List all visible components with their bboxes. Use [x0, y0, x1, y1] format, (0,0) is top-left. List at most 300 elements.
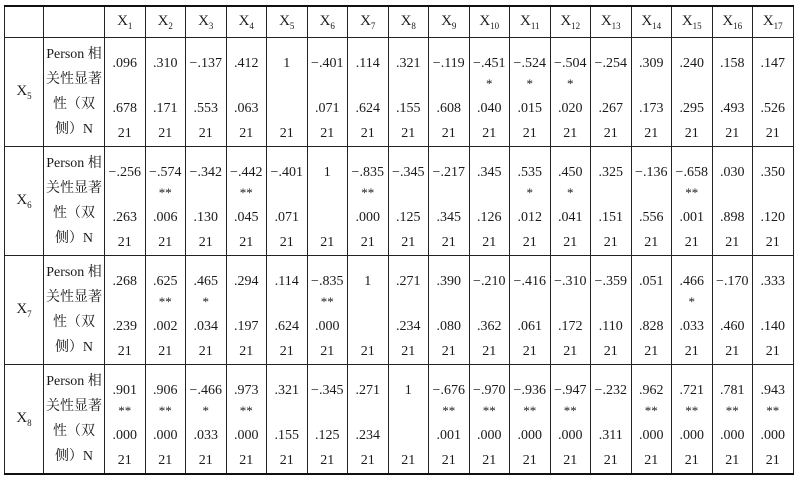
data-cell: [388, 256, 429, 365]
data-cell: [712, 147, 753, 256]
correlation-value: −.401: [270, 165, 303, 180]
data-cell: [591, 38, 632, 147]
data-cell: [226, 256, 267, 365]
column-header-subscript: 15: [692, 21, 702, 31]
data-cell: [388, 147, 429, 256]
significance-marker: [308, 76, 348, 96]
data-cell: [672, 38, 713, 147]
p-value: .000: [112, 428, 137, 443]
sample-size: 21: [117, 453, 132, 468]
p-value: .000: [639, 428, 664, 443]
sample-size: 21: [765, 344, 780, 359]
data-cell: [226, 38, 267, 147]
correlation-value: .901: [112, 383, 137, 398]
data-cell: [267, 365, 308, 475]
significance-marker: [105, 76, 145, 96]
row-variable-label: [5, 256, 44, 365]
significance-marker: [632, 76, 672, 96]
significance-marker: **: [644, 403, 658, 418]
data-cell: [307, 147, 348, 256]
data-cell: [672, 365, 713, 475]
column-header-base: X: [479, 13, 491, 29]
sample-size: 21: [644, 453, 659, 468]
significance-marker: [713, 294, 753, 314]
correlation-value: .114: [355, 56, 380, 71]
column-header-subscript: 6: [330, 21, 335, 31]
sample-size: 21: [644, 344, 659, 359]
data-cell: [226, 147, 267, 256]
data-cell: [712, 38, 753, 147]
data-cell: [510, 147, 551, 256]
data-cell: [186, 38, 227, 147]
p-value: .553: [193, 101, 218, 116]
correlation-value: −.170: [716, 274, 749, 289]
correlation-value: −.119: [432, 56, 465, 71]
p-value: .012: [517, 210, 542, 225]
correlation-value: −.401: [311, 56, 344, 71]
table-row: [5, 365, 794, 475]
data-cell: [753, 365, 794, 475]
data-cell: [348, 365, 389, 475]
significance-marker: [267, 294, 307, 314]
significance-marker: [591, 403, 631, 423]
p-value: .125: [396, 210, 421, 225]
p-value: [348, 314, 388, 339]
stat-label-line: 侧）N: [54, 340, 94, 355]
sample-size: 21: [360, 126, 375, 141]
correlation-value: −.658: [675, 165, 708, 180]
data-cell: [105, 256, 146, 365]
correlation-value: −.442: [230, 165, 263, 180]
p-value: .172: [558, 319, 583, 334]
row-stat-label: [44, 256, 105, 365]
column-header-base: X: [198, 13, 209, 29]
significance-marker: **: [320, 294, 334, 309]
correlation-value: .450: [558, 165, 583, 180]
column-header: [348, 6, 389, 38]
correlation-value: .350: [760, 165, 785, 180]
correlation-value: .321: [274, 383, 299, 398]
data-cell: [753, 38, 794, 147]
correlation-value: −.524: [513, 56, 546, 71]
sample-size: 21: [725, 126, 740, 141]
column-header-base: X: [441, 13, 452, 29]
column-header-base: X: [641, 13, 653, 29]
row-variable-label: [5, 38, 44, 147]
data-cell: [672, 147, 713, 256]
data-cell: [550, 256, 591, 365]
p-value: .006: [153, 210, 178, 225]
stat-label-line: Person 相: [46, 374, 102, 389]
column-header-subscript: 7: [370, 21, 376, 31]
column-header-subscript: 16: [733, 21, 743, 31]
column-header-subscript: 17: [773, 21, 783, 31]
p-value: .295: [679, 101, 704, 116]
significance-marker: *: [202, 294, 209, 309]
data-cell: [510, 38, 551, 147]
column-header: [510, 6, 551, 38]
significance-marker: [348, 403, 388, 423]
column-header: [469, 6, 510, 38]
significance-marker: [267, 185, 307, 205]
p-value: .071: [315, 101, 340, 116]
p-value: .001: [679, 210, 704, 225]
significance-marker: [267, 76, 307, 96]
column-header: [429, 6, 470, 38]
data-cell: [145, 38, 186, 147]
p-value: .155: [274, 428, 299, 443]
correlation-value: .294: [234, 274, 259, 289]
p-value: .000: [153, 428, 178, 443]
correlation-value: .271: [355, 383, 380, 398]
significance-marker: [227, 294, 267, 314]
significance-marker: *: [567, 76, 574, 91]
correlation-value: −.451: [473, 56, 506, 71]
sample-size: 21: [765, 126, 780, 141]
correlation-value: 1: [323, 165, 331, 180]
data-cell: [469, 147, 510, 256]
data-cell: [429, 256, 470, 365]
significance-marker: [267, 403, 307, 423]
p-value: .362: [477, 319, 502, 334]
significance-marker: **: [442, 403, 456, 418]
significance-marker: [753, 294, 793, 314]
sample-size: 21: [441, 235, 456, 250]
data-cell: [550, 38, 591, 147]
column-header-subscript: 5: [289, 21, 295, 31]
correlation-value: −.359: [594, 274, 627, 289]
significance-marker: **: [239, 403, 253, 418]
sample-size: 21: [765, 235, 780, 250]
sample-size: 21: [360, 453, 375, 468]
correlation-value: −.676: [432, 383, 465, 398]
sample-size: 21: [320, 126, 335, 141]
column-header: [307, 6, 348, 38]
significance-marker: **: [523, 403, 537, 418]
p-value: .311: [598, 428, 623, 443]
significance-marker: *: [526, 76, 533, 91]
significance-marker: **: [239, 185, 253, 200]
sample-size: 21: [401, 235, 416, 250]
stat-label-line: 关性显著: [46, 181, 102, 196]
significance-marker: **: [158, 403, 172, 418]
significance-marker: [591, 185, 631, 205]
column-header-base: X: [279, 13, 290, 29]
p-value: .063: [234, 101, 259, 116]
significance-marker: [753, 185, 793, 205]
column-header-base: X: [117, 13, 128, 29]
data-cell: [388, 365, 429, 475]
sample-size: 21: [603, 126, 618, 141]
stat-label-line: 侧）N: [54, 449, 94, 464]
correlation-value: .333: [760, 274, 785, 289]
stat-label-line: 性（双: [53, 315, 95, 330]
column-header: [145, 6, 186, 38]
correlation-value: 1: [364, 274, 372, 289]
correlation-value: .390: [436, 274, 461, 289]
p-value: .061: [517, 319, 542, 334]
correlation-value: .412: [234, 56, 259, 71]
data-cell: [307, 365, 348, 475]
sample-size: 21: [117, 126, 132, 141]
table-body: [5, 38, 794, 475]
row-variable-base: X: [16, 410, 28, 426]
column-header: [550, 6, 591, 38]
row-variable-base: X: [16, 192, 28, 208]
correlation-value: 1: [404, 383, 412, 398]
significance-marker: [591, 294, 631, 314]
stat-label-line: 关性显著: [46, 290, 102, 305]
p-value: .263: [112, 210, 137, 225]
correlation-value: .973: [234, 383, 259, 398]
correlation-value: −.342: [189, 165, 222, 180]
sample-size: 21: [158, 126, 173, 141]
p-value: .001: [436, 428, 461, 443]
significance-marker: [389, 76, 429, 96]
p-value: .267: [598, 101, 623, 116]
correlation-value: .030: [720, 165, 745, 180]
p-value: .140: [760, 319, 785, 334]
sample-size: 21: [684, 235, 699, 250]
column-header: [267, 6, 308, 38]
significance-marker: [672, 76, 712, 96]
sample-size: 21: [684, 344, 699, 359]
data-cell: [510, 256, 551, 365]
p-value: .110: [598, 319, 623, 334]
correlation-value: .962: [639, 383, 664, 398]
significance-marker: **: [685, 403, 699, 418]
p-value: .460: [720, 319, 745, 334]
column-header-subscript: 1: [127, 21, 133, 31]
column-header-subscript: 14: [652, 21, 662, 31]
correlation-value: .781: [720, 383, 745, 398]
sample-size: 21: [684, 126, 699, 141]
correlation-value: .096: [112, 56, 137, 71]
correlation-value: −.416: [513, 274, 546, 289]
column-header: [388, 6, 429, 38]
correlation-value: .943: [760, 383, 785, 398]
row-stat-label: [44, 38, 105, 147]
column-header-base: X: [762, 13, 774, 29]
column-header: [226, 6, 267, 38]
p-value: .000: [679, 428, 704, 443]
significance-marker: [429, 76, 469, 96]
correlation-value: .147: [760, 56, 785, 71]
significance-marker: *: [486, 76, 493, 91]
row-variable-subscript: 6: [27, 200, 32, 210]
sample-size: 21: [279, 235, 294, 250]
sample-size: 21: [563, 126, 578, 141]
significance-marker: [348, 294, 388, 314]
stat-label-line: Person 相: [46, 47, 102, 62]
p-value: .556: [639, 210, 664, 225]
column-header-base: X: [319, 13, 331, 29]
sample-size: 21: [482, 453, 497, 468]
data-cell: [591, 365, 632, 475]
sample-size: 21: [725, 453, 740, 468]
data-cell: [307, 256, 348, 365]
row-variable-subscript: 5: [27, 91, 32, 101]
correlation-value: −.217: [432, 165, 465, 180]
significance-marker: [713, 185, 753, 205]
p-value: .234: [355, 428, 380, 443]
p-value: .000: [234, 428, 259, 443]
p-value: .033: [679, 319, 704, 334]
sample-size: 21: [279, 344, 294, 359]
column-header: [672, 6, 713, 38]
p-value: .002: [153, 319, 178, 334]
p-value: .040: [477, 101, 502, 116]
p-value: .130: [193, 210, 218, 225]
data-cell: [186, 365, 227, 475]
column-header: [591, 6, 632, 38]
column-header-subscript: 13: [611, 21, 621, 31]
significance-marker: [429, 185, 469, 205]
sample-size: 21: [563, 344, 578, 359]
p-value: .000: [760, 428, 785, 443]
column-header-subscript: 10: [490, 21, 500, 31]
stat-label-line: 侧）N: [54, 122, 94, 137]
data-cell: [753, 256, 794, 365]
significance-marker: [632, 185, 672, 205]
p-value: .898: [720, 210, 745, 225]
sample-size: 21: [563, 235, 578, 250]
p-value: .000: [558, 428, 583, 443]
column-header-base: X: [722, 13, 734, 29]
correlation-value: .321: [396, 56, 421, 71]
sample-size: 21: [765, 453, 780, 468]
correlation-value: −.466: [189, 383, 222, 398]
sample-size: 21: [320, 453, 335, 468]
p-value: .239: [112, 319, 137, 334]
data-cell: [672, 256, 713, 365]
p-value: [267, 96, 307, 121]
correlation-value: 1: [283, 56, 291, 71]
sample-size: 21: [198, 126, 213, 141]
significance-marker: [348, 76, 388, 96]
header-row: [5, 6, 794, 38]
data-cell: [631, 256, 672, 365]
p-value: .345: [436, 210, 461, 225]
data-cell: [226, 365, 267, 475]
correlation-value: .309: [639, 56, 664, 71]
correlation-value: −.970: [473, 383, 506, 398]
correlation-value: .625: [153, 274, 178, 289]
column-header-base: X: [560, 13, 572, 29]
correlation-value: .721: [679, 383, 704, 398]
significance-marker: [389, 185, 429, 205]
data-cell: [510, 365, 551, 475]
p-value: .151: [598, 210, 623, 225]
data-cell: [145, 147, 186, 256]
significance-marker: *: [567, 185, 574, 200]
p-value: .045: [234, 210, 259, 225]
stat-label-line: Person 相: [46, 265, 102, 280]
p-value: .041: [558, 210, 583, 225]
data-cell: [267, 147, 308, 256]
sample-size: 21: [158, 344, 173, 359]
sample-size: 21: [158, 453, 173, 468]
sample-size: 21: [401, 344, 416, 359]
column-header: [753, 6, 794, 38]
p-value: .624: [355, 101, 380, 116]
data-cell: [591, 147, 632, 256]
correlation-value: −.345: [311, 383, 344, 398]
column-header-subscript: 3: [208, 21, 214, 31]
column-header: [186, 6, 227, 38]
p-value: .125: [315, 428, 340, 443]
correlation-value: .906: [153, 383, 178, 398]
sample-size: 21: [279, 453, 294, 468]
column-header-base: X: [360, 13, 371, 29]
correlation-value: −.136: [635, 165, 668, 180]
sample-size: 21: [603, 453, 618, 468]
data-cell: [307, 38, 348, 147]
sample-size: 21: [239, 453, 254, 468]
row-variable-subscript: 8: [27, 418, 32, 428]
significance-marker: [186, 185, 226, 205]
correlation-value: −.210: [473, 274, 506, 289]
correlation-value: .240: [679, 56, 704, 71]
p-value: .173: [639, 101, 664, 116]
stat-label-line: 关性显著: [46, 399, 102, 414]
significance-marker: **: [725, 403, 739, 418]
correlation-value: .466: [679, 274, 704, 289]
significance-marker: [146, 76, 186, 96]
correlation-value: −.936: [513, 383, 546, 398]
significance-marker: **: [685, 185, 699, 200]
sample-size: 21: [198, 235, 213, 250]
sample-size: 21: [320, 344, 335, 359]
sample-size: 21: [563, 453, 578, 468]
correlation-value: −.256: [108, 165, 141, 180]
data-cell: [429, 365, 470, 475]
data-cell: [469, 365, 510, 475]
p-value: .080: [436, 319, 461, 334]
row-variable-label: [5, 147, 44, 256]
data-cell: [105, 365, 146, 475]
significance-marker: [632, 294, 672, 314]
sample-size: 21: [725, 344, 740, 359]
p-value: .000: [720, 428, 745, 443]
column-header-base: X: [157, 13, 169, 29]
row-variable-label: [5, 365, 44, 475]
p-value: .015: [517, 101, 542, 116]
correlation-value: −.835: [351, 165, 384, 180]
sample-size: 21: [239, 344, 254, 359]
significance-marker: [389, 403, 429, 423]
column-header: [631, 6, 672, 38]
p-value: .828: [639, 319, 664, 334]
sample-size: 21: [320, 235, 335, 250]
data-cell: [550, 365, 591, 475]
significance-marker: [186, 76, 226, 96]
significance-marker: [470, 185, 510, 205]
p-value: .608: [436, 101, 461, 116]
p-value: .020: [558, 101, 583, 116]
p-value: .000: [315, 319, 340, 334]
data-cell: [631, 365, 672, 475]
p-value: .033: [193, 428, 218, 443]
significance-marker: [753, 76, 793, 96]
significance-marker: [308, 185, 348, 205]
significance-marker: *: [526, 185, 533, 200]
sample-size: 21: [603, 344, 618, 359]
significance-marker: [227, 76, 267, 96]
significance-marker: **: [158, 185, 172, 200]
correlation-value: .465: [193, 274, 218, 289]
correlation-value: .345: [477, 165, 502, 180]
